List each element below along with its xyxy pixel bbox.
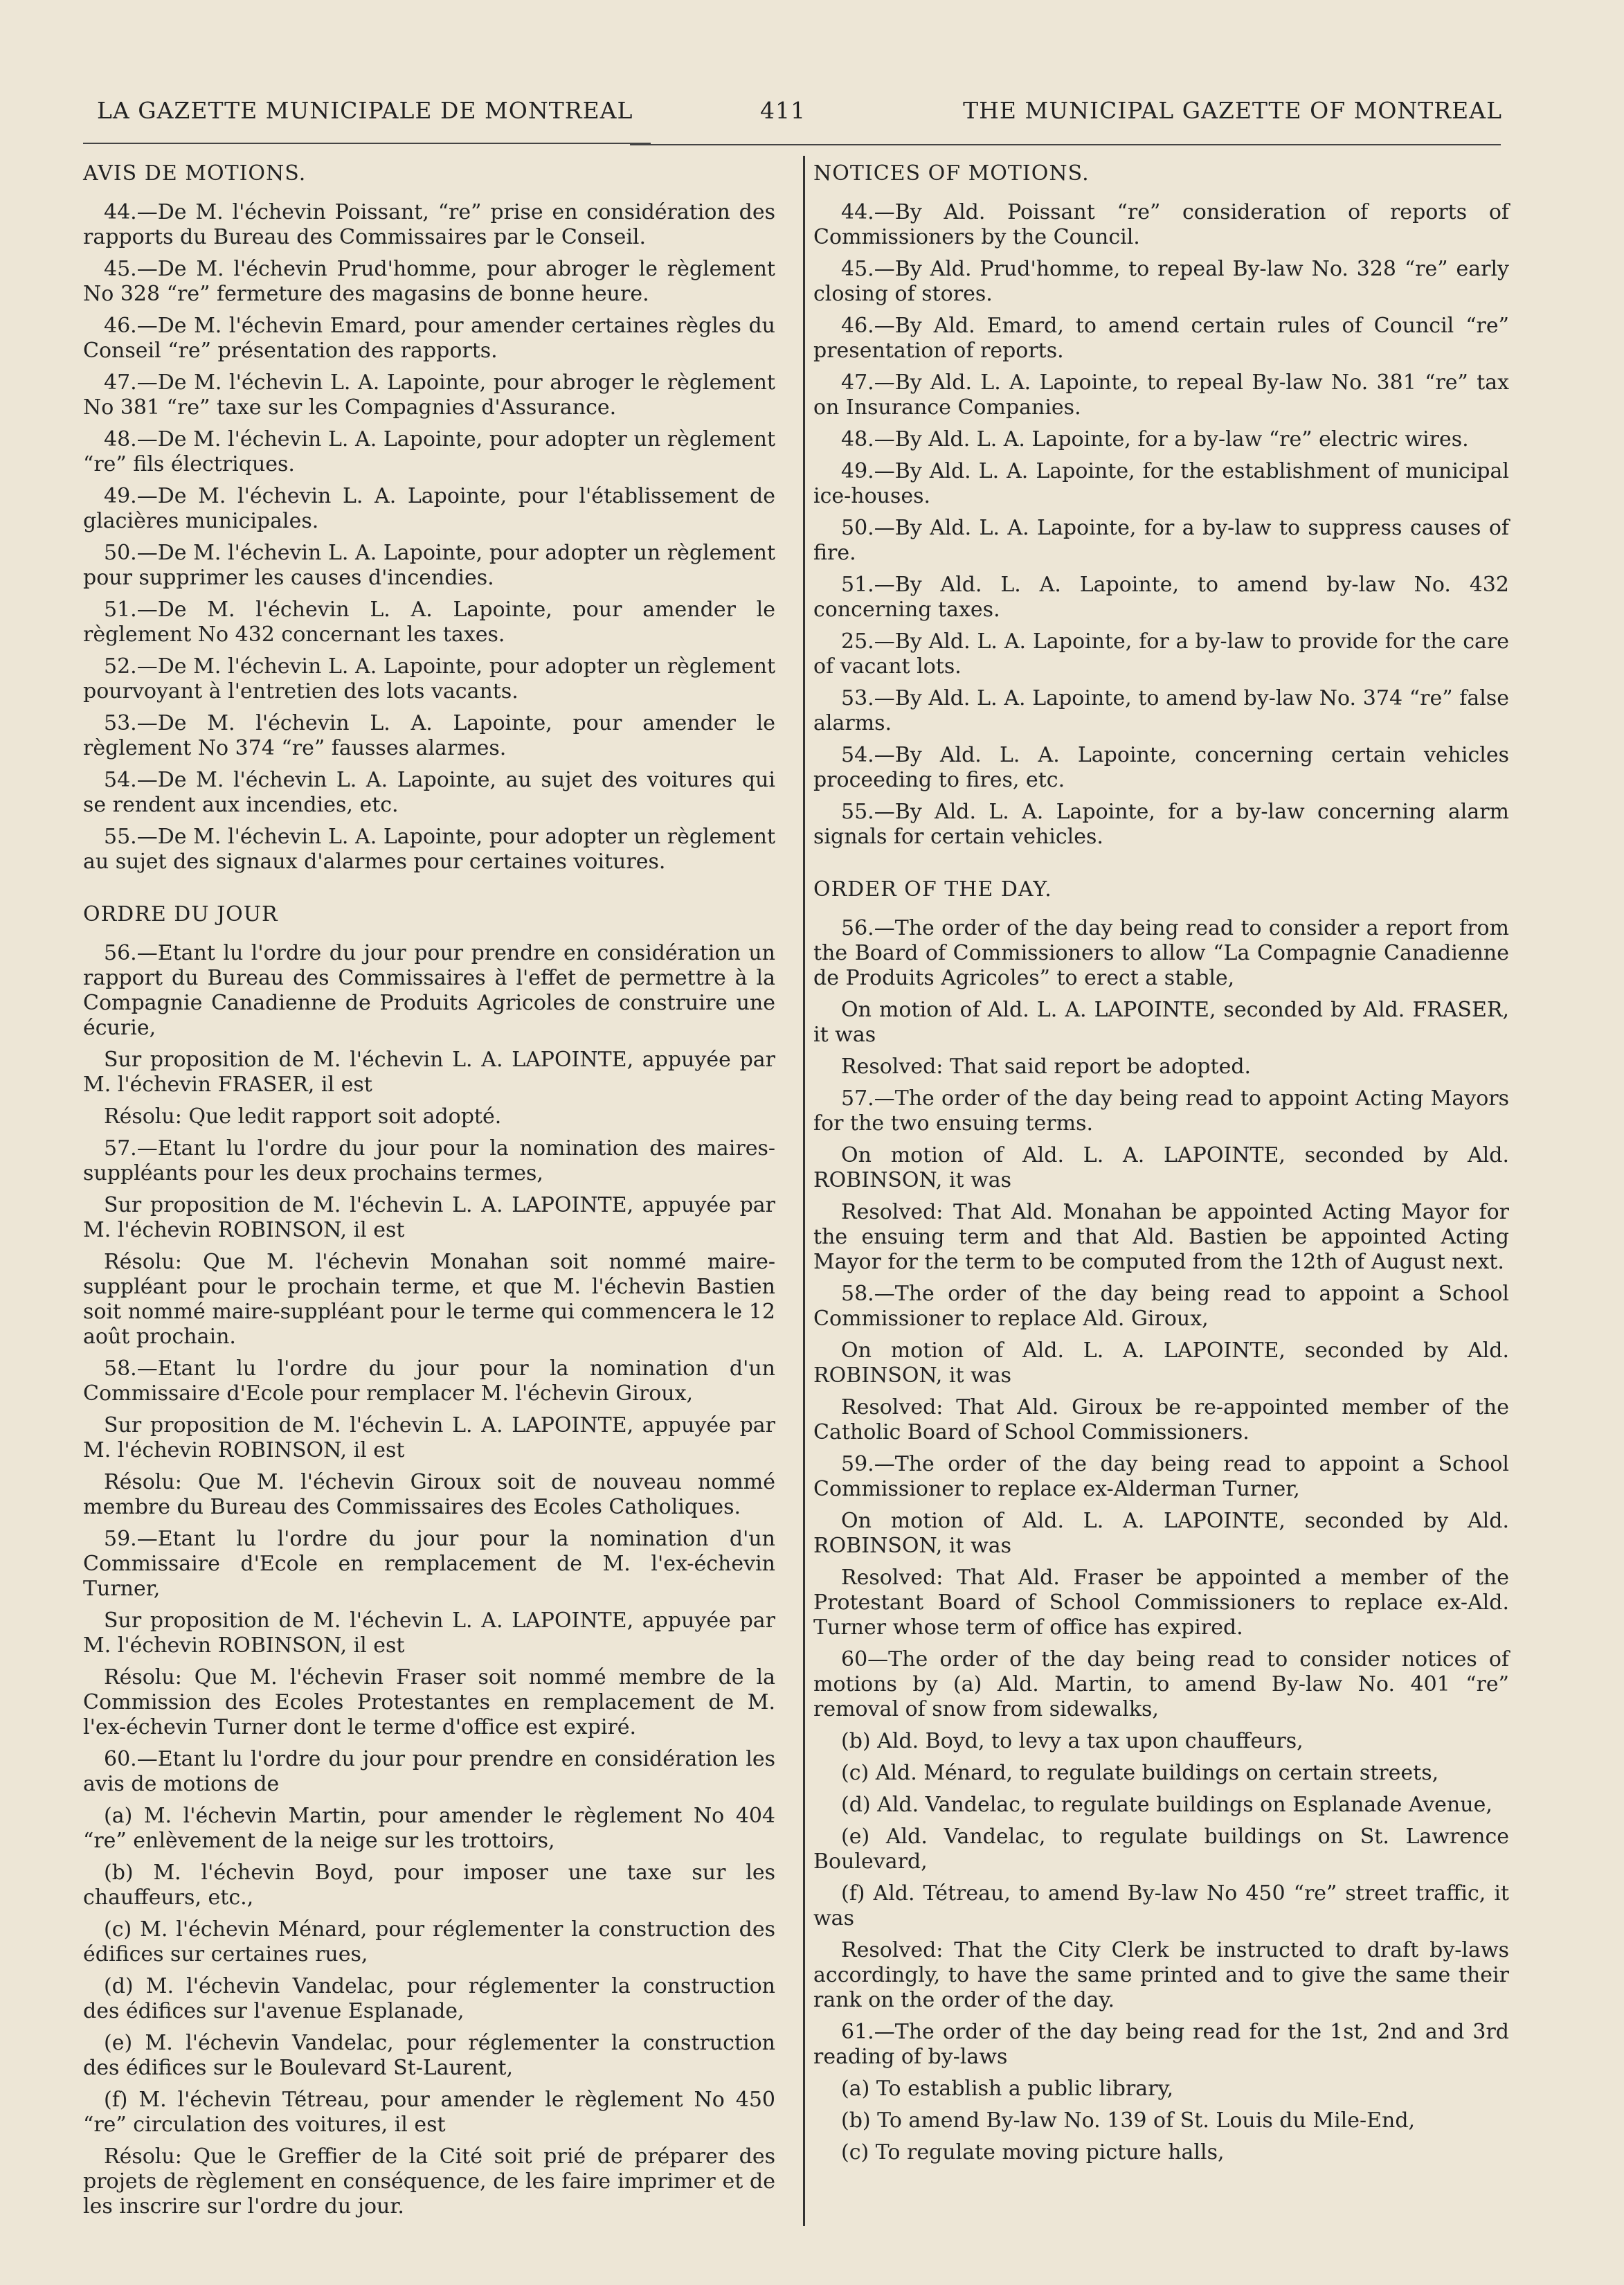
french-order-item: 58.—Etant lu l'ordre du jour pour la nomination d'un Commissaire d'Ecole pour remplacer M. l'échevin Giroux, <box>83 1356 775 1406</box>
french-order-item: Résolu: Que M. l'échevin Giroux soit de nouveau nommé membre du Bureau des Commissaires des Ecoles Catholiques. <box>83 1470 775 1519</box>
french-order-item: (b) M. l'échevin Boyd, pour imposer une taxe sur les chauffeurs, etc., <box>83 1861 775 1910</box>
french-order-item: 59.—Etant lu l'ordre du jour pour la nomination d'un Commissaire d'Ecole en remplacement de M. l'ex-échevin Turner, <box>83 1527 775 1601</box>
english-order-item: Resolved: That Ald. Monahan be appointed Acting Mayor for the ensuing term and that Ald. Bastien be appointed Acting Mayor for the term to be computed from the 12th of August next. <box>813 1200 1509 1274</box>
french-order-item: (d) M. l'échevin Vandelac, pour réglementer la construction des édifices sur l'avenue Esplanade, <box>83 1974 775 2023</box>
french-motion: 55.—De M. l'échevin L. A. Lapointe, pour adopter un règlement au sujet des signaux d'alarmes pour certaines voitures. <box>83 825 775 874</box>
english-motion: 46.—By Ald. Emard, to amend certain rules of Council “re” presentation of reports. <box>813 314 1509 363</box>
french-motion: 53.—De M. l'échevin L. A. Lapointe, pour amender le règlement No 374 “re” fausses alarmes. <box>83 711 775 760</box>
english-order-item: (c) Ald. Ménard, to regulate buildings on certain streets, <box>841 1761 1439 1785</box>
header-rule-right <box>630 144 1501 145</box>
header-title-french: LA GAZETTE MUNICIPALE DE MONTREAL <box>97 97 633 124</box>
english-order-item: (b) Ald. Boyd, to levy a tax upon chauffeurs, <box>841 1729 1303 1753</box>
french-order-item: 60.—Etant lu l'ordre du jour pour prendre en considération les avis de motions de <box>83 1747 775 1796</box>
english-order-item: 60—The order of the day being read to consider notices of motions by (a) Ald. Martin, to amend By-law No. 401 “re” removal of snow from sidewalks, <box>813 1647 1509 1721</box>
english-order-item: (d) Ald. Vandelac, to regulate buildings on Esplanade Avenue, <box>841 1793 1492 1817</box>
english-motion: 55.—By Ald. L. A. Lapointe, for a by-law concerning alarm signals for certain vehicles. <box>813 800 1509 849</box>
column-divider <box>803 156 805 2226</box>
english-motion: 48.—By Ald. L. A. Lapointe, for a by-law “re” electric wires. <box>841 427 1469 451</box>
english-order-item: 61.—The order of the day being read for the 1st, 2nd and 3rd reading of by-laws <box>813 2020 1509 2069</box>
english-order-item: On motion of Ald. L. A. LAPOINTE, seconded by Ald. FRASER, it was <box>813 998 1509 1047</box>
french-order-item: (a) M. l'échevin Martin, pour amender le règlement No 404 “re” enlèvement de la neige sur les trottoirs, <box>83 1804 775 1853</box>
english-order-heading: ORDER OF THE DAY. <box>813 877 1052 902</box>
french-order-item: Résolu: Que ledit rapport soit adopté. <box>104 1104 502 1129</box>
header-rule-left <box>83 143 651 144</box>
french-order-item: Résolu: Que M. l'échevin Monahan soit nommé maire-suppléant pour le prochain terme, et que M. l'échevin Bastien soit nommé maire-suppléant pour le terme qui commencera le 12 août prochain. <box>83 1250 775 1349</box>
english-order-item: (f) Ald. Tétreau, to amend By-law No 450 “re” street traffic, it was <box>813 1881 1509 1930</box>
english-order-item: Resolved: That Ald. Giroux be re-appointed member of the Catholic Board of School Commissioners. <box>813 1395 1509 1444</box>
english-order-item: (c) To regulate moving picture halls, <box>841 2140 1225 2165</box>
english-motion: 54.—By Ald. L. A. Lapointe, concerning certain vehicles proceeding to fires, etc. <box>813 743 1509 792</box>
english-motion: 53.—By Ald. L. A. Lapointe, to amend by-law No. 374 “re” false alarms. <box>813 686 1509 735</box>
french-order-item: Sur proposition de M. l'échevin L. A. LAPOINTE, appuyée par M. l'échevin ROBINSON, il est <box>83 1413 775 1462</box>
french-motion: 48.—De M. l'échevin L. A. Lapointe, pour adopter un règlement “re” fils électriques. <box>83 427 775 476</box>
english-order-item: On motion of Ald. L. A. LAPOINTE, seconded by Ald. ROBINSON, it was <box>813 1143 1509 1192</box>
english-motion: 44.—By Ald. Poissant “re” consideration of reports of Commissioners by the Council. <box>813 200 1509 249</box>
french-order-item: 56.—Etant lu l'ordre du jour pour prendre en considération un rapport du Bureau des Commissaires à l'effet de permettre à la Compagnie Canadienne de Produits Agricoles de construire une écurie, <box>83 941 775 1040</box>
header-title-english: THE MUNICIPAL GAZETTE OF MONTREAL <box>963 97 1502 124</box>
english-motions-heading: NOTICES OF MOTIONS. <box>813 161 1090 186</box>
french-order-item: Sur proposition de M. l'échevin L. A. LAPOINTE, appuyée par M. l'échevin ROBINSON, il est <box>83 1193 775 1242</box>
english-order-item: On motion of Ald. L. A. LAPOINTE, seconded by Ald. ROBINSON, it was <box>813 1509 1509 1558</box>
french-motion: 51.—De M. l'échevin L. A. Lapointe, pour amender le règlement No 432 concernant les taxes. <box>83 598 775 647</box>
english-order-item: 58.—The order of the day being read to appoint a School Commissioner to replace Ald. Giroux, <box>813 1282 1509 1331</box>
french-order-item: Résolu: Que M. l'échevin Fraser soit nommé membre de la Commission des Ecoles Protestantes en remplacement de M. l'ex-échevin Turner dont le terme d'office est expiré. <box>83 1665 775 1739</box>
english-order-item: 59.—The order of the day being read to appoint a School Commissioner to replace ex-Alderman Turner, <box>813 1452 1509 1501</box>
french-motion: 44.—De M. l'échevin Poissant, “re” prise en considération des rapports du Bureau des Commissaires par le Conseil. <box>83 200 775 249</box>
english-order-item: (a) To establish a public library, <box>841 2077 1173 2101</box>
english-order-item: Resolved: That said report be adopted. <box>841 1055 1252 1079</box>
page-number: 411 <box>760 97 806 124</box>
english-motion: 45.—By Ald. Prud'homme, to repeal By-law No. 328 “re” early closing of stores. <box>813 257 1509 306</box>
page-header <box>90 97 1502 138</box>
french-column <box>83 156 775 2226</box>
french-order-item: Résolu: Que le Greffier de la Cité soit prié de préparer des projets de règlement en conséquence, de les faire imprimer et de les inscrire sur l'ordre du jour. <box>83 2144 775 2219</box>
english-order-item: 56.—The order of the day being read to consider a report from the Board of Commissioners to allow “La Compagnie Canadienne de Produits Agricoles” to erect a stable, <box>813 916 1509 990</box>
english-order-item: Resolved: That Ald. Fraser be appointed a member of the Protestant Board of School Commissioners to replace ex-Ald. Turner whose term of office has expired. <box>813 1566 1509 1640</box>
french-motion: 45.—De M. l'échevin Prud'homme, pour abroger le règlement No 328 “re” fermeture des magasins de bonne heure. <box>83 257 775 306</box>
english-order-item: (e) Ald. Vandelac, to regulate buildings on St. Lawrence Boulevard, <box>813 1825 1509 1874</box>
english-order-item: 57.—The order of the day being read to appoint Acting Mayors for the two ensuing terms. <box>813 1086 1509 1136</box>
english-motion: 51.—By Ald. L. A. Lapointe, to amend by-law No. 432 concerning taxes. <box>813 573 1509 622</box>
english-motion: 49.—By Ald. L. A. Lapointe, for the establishment of municipal ice-houses. <box>813 459 1509 508</box>
french-motion: 46.—De M. l'échevin Emard, pour amender certaines règles du Conseil “re” présentation des rapports. <box>83 314 775 363</box>
french-order-item: (e) M. l'échevin Vandelac, pour réglementer la construction des édifices sur le Boulevard St-Laurent, <box>83 2031 775 2080</box>
english-column <box>813 156 1509 2172</box>
english-order-item: (b) To amend By-law No. 139 of St. Louis du Mile-End, <box>841 2108 1416 2133</box>
french-order-heading: ORDRE DU JOUR <box>83 902 278 926</box>
french-motion: 54.—De M. l'échevin L. A. Lapointe, au sujet des voitures qui se rendent aux incendies, etc. <box>83 768 775 817</box>
english-order-item: On motion of Ald. L. A. LAPOINTE, seconded by Ald. ROBINSON, it was <box>813 1338 1509 1388</box>
english-motion: 47.—By Ald. L. A. Lapointe, to repeal By-law No. 381 “re” tax on Insurance Companies. <box>813 370 1509 420</box>
french-motion: 50.—De M. l'échevin L. A. Lapointe, pour adopter un règlement pour supprimer les causes d'incendies. <box>83 541 775 590</box>
french-order-item: (c) M. l'échevin Ménard, pour réglementer la construction des édifices sur certaines rues, <box>83 1917 775 1966</box>
french-motion: 52.—De M. l'échevin L. A. Lapointe, pour adopter un règlement pourvoyant à l'entretien des lots vacants. <box>83 654 775 704</box>
french-order-item: Sur proposition de M. l'échevin L. A. LAPOINTE, appuyée par M. l'échevin ROBINSON, il est <box>83 1609 775 1658</box>
french-order-item: (f) M. l'échevin Tétreau, pour amender le règlement No 450 “re” circulation des voitures, il est <box>83 2088 775 2137</box>
french-order-item: Sur proposition de M. l'échevin L. A. LAPOINTE, appuyée par M. l'échevin FRASER, il est <box>83 1048 775 1097</box>
english-motion: 25.—By Ald. L. A. Lapointe, for a by-law to provide for the care of vacant lots. <box>813 629 1509 679</box>
french-motions-heading: AVIS DE MOTIONS. <box>83 161 307 186</box>
french-motion: 49.—De M. l'échevin L. A. Lapointe, pour l'établissement de glacières municipales. <box>83 484 775 533</box>
french-motion: 47.—De M. l'échevin L. A. Lapointe, pour abroger le règlement No 381 “re” taxe sur les Compagnies d'Assurance. <box>83 370 775 420</box>
english-motion: 50.—By Ald. L. A. Lapointe, for a by-law to suppress causes of fire. <box>813 516 1509 565</box>
french-order-item: 57.—Etant lu l'ordre du jour pour la nomination des maires-suppléants pour les deux prochains termes, <box>83 1136 775 1185</box>
english-order-item: Resolved: That the City Clerk be instructed to draft by-laws accordingly, to have the same printed and to give the same their rank on the order of the day. <box>813 1938 1509 2012</box>
